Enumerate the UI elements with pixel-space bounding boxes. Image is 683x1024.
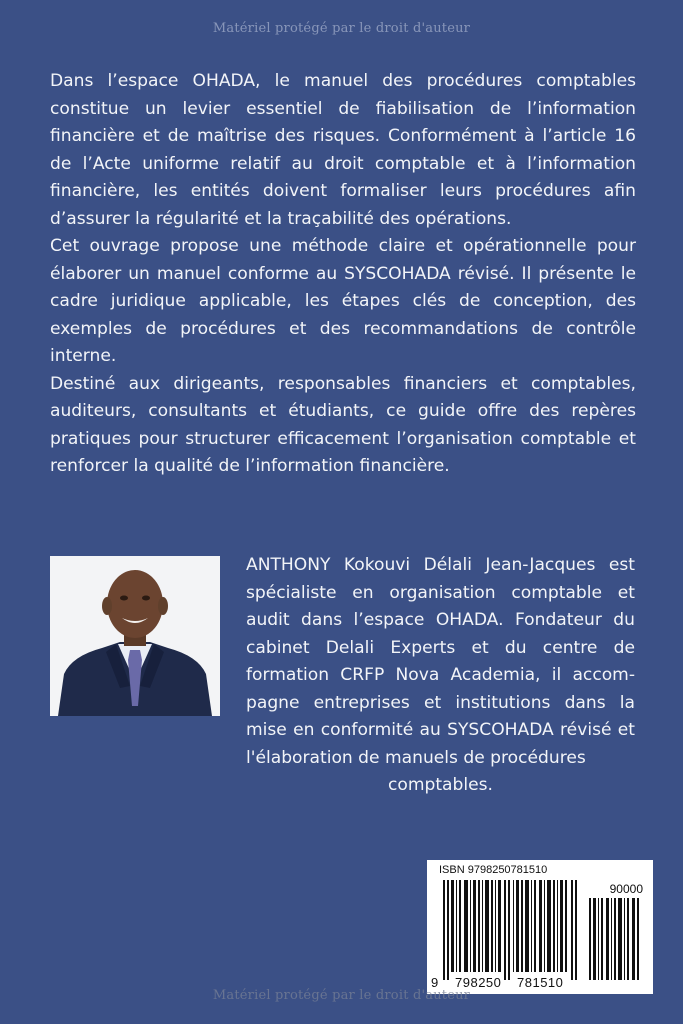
copyright-watermark-top: Matériel protégé par le droit d'auteur	[212, 21, 471, 36]
ean-digit-group-left: 798250	[455, 975, 502, 990]
summary-paragraph-1: Dans l’espace OHADA, le manuel des procédures comptables constitue un levier essentiel de fiabilisation de l’information financière et de maîtrise des risques. Conformément à l’article 16 de l’Acte uniforme relatif au droit comptable et à l’information financière, les entités doivent formaliser leurs procédures afin d’assurer la régularité et la traçabilité des opérations.	[50, 71, 636, 229]
copyright-watermark-bottom: Matériel protégé par le droit d'auteur	[212, 988, 471, 1003]
summary-paragraph-2: Cet ouvrage propose une méthode claire et opérationnelle pour élaborer un manuel conforme au SYSCOHADA révisé. Il présente le cadre juridique applicable, les étapes clés de conception, des exemples de procédures et des recommandations de contrôle interne.	[50, 236, 636, 366]
ean-digit-group-right: 781510	[517, 975, 564, 990]
price-addon-bars	[589, 898, 641, 980]
author-bio-last-line: comptables.	[388, 775, 493, 795]
ean-barcode-bars	[441, 880, 583, 980]
isbn-label: ISBN 9798250781510	[439, 864, 548, 876]
author-photo	[50, 556, 220, 716]
price-code: 90000	[609, 882, 643, 896]
summary-paragraph-3: Destiné aux dirigeants, responsables financiers et comptables, auditeurs, consultants et étudiants, ce guide offre des repères pratiques pour structurer efficacement l’organisation comptable et renforcer la qualité de l’information financière.	[50, 373, 636, 476]
author-bio	[246, 552, 635, 800]
ean-digit-first: 9	[431, 975, 439, 990]
isbn-barcode	[427, 860, 653, 994]
back-cover-summary	[50, 68, 636, 481]
author-bio-text: ANTHONY Kokouvi Délali Jean-Jacques est spécialiste en organisation comptable et audit dans l’espace OHADA. Fondateur du cabinet Delali Experts et du centre de formation CRFP Nova Academia, il accom-pagne entreprises et institutions dans la mise en conformité au SYSCOHADA révisé et l'élaboration de manuels de procédures	[246, 555, 635, 768]
